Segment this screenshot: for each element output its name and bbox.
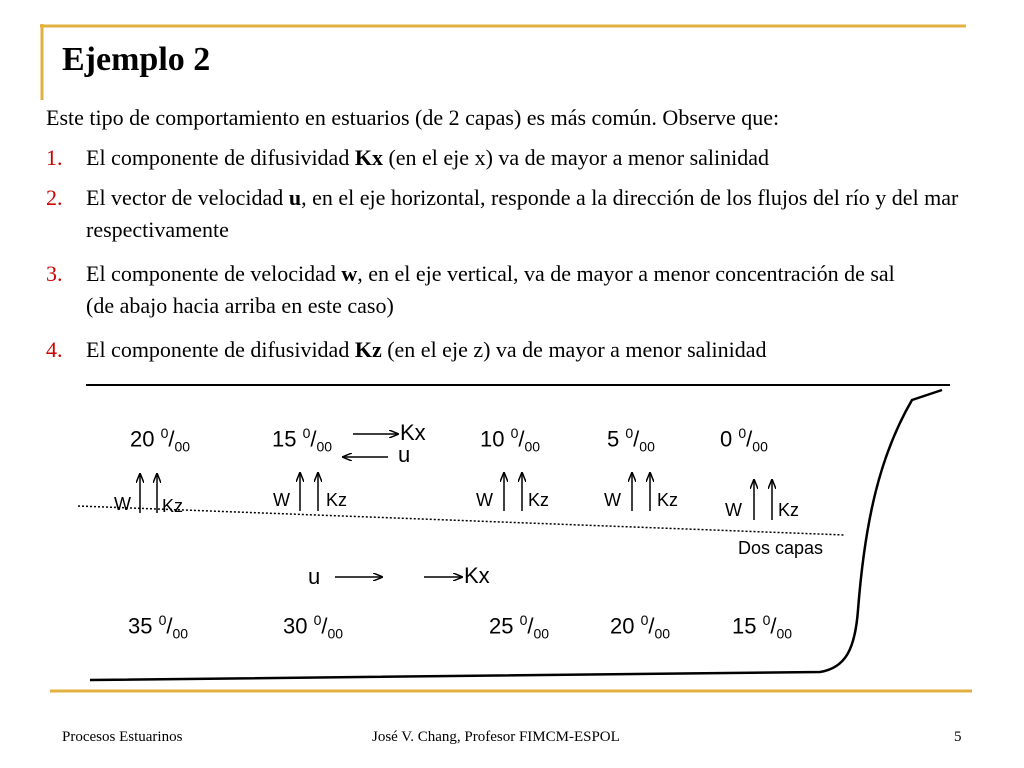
w-label: W [604, 490, 621, 510]
upper-salinity-label: 0 $^0/_{00}$ [720, 425, 768, 455]
kz-label: Kz [657, 490, 679, 510]
list-number: 1. [46, 145, 63, 170]
upper-kx-label: Kx [400, 420, 426, 445]
lower-salinity-label: 20 $^0/_{00}$ [610, 612, 671, 642]
upper-u-label: u [398, 442, 411, 467]
lower-salinity-label: 15 $^0/_{00}$ [732, 612, 793, 642]
upper-salinity-label: 5 $^0/_{00}$ [607, 425, 655, 455]
term-kz: Kz [354, 337, 382, 362]
upper-salinity-label: 20 $^0/_{00}$ [130, 425, 191, 455]
list-number: 2. [46, 185, 63, 210]
upper-salinity-label: 10 $^0/_{00}$ [480, 425, 541, 455]
list-number: 4. [46, 337, 63, 362]
kz-label: Kz [528, 490, 550, 510]
lower-u-label: u [308, 564, 321, 589]
list-item-4: 4. El componente de difusividad Kz (en el eje z) va de mayor a menor salinidad [46, 334, 1006, 366]
kz-label: Kz [326, 490, 348, 510]
list-item-3: 3. El componente de velocidad w, en el eje vertical, va de mayor a menor concentración de sal (de abajo hacia arriba en este caso) [46, 258, 1006, 322]
footer-course: Procesos Estuarinos [62, 729, 183, 745]
lower-salinity-label: 25 $^0/_{00}$ [489, 612, 550, 642]
term-w: w [341, 261, 358, 286]
upper-salinity-label: 15 $^0/_{00}$ [272, 425, 333, 455]
list-item-1: 1. El componente de difusividad Kx (en el eje x) va de mayor a menor salinidad [46, 142, 1006, 174]
lower-salinity-label: 30 $^0/_{00}$ [283, 612, 344, 642]
interface-label: Dos capas [738, 538, 824, 558]
lower-salinity-label: 35 $^0/_{00}$ [128, 612, 189, 642]
w-label: W [114, 494, 131, 514]
term-kx: Kx [354, 145, 383, 170]
w-label: W [476, 490, 493, 510]
w-label: W [725, 500, 742, 520]
intro-text: Este tipo de comportamiento en estuarios (de 2 capas) es más común. Observe que: [46, 105, 780, 130]
lower-kx-label: Kx [464, 563, 490, 588]
w-label: W [273, 490, 290, 510]
list-item-2: 2. El vector de velocidad u, en el eje horizontal, responde a la dirección de los flujos del río y del mar respectivamente [46, 182, 1006, 246]
footer-page-number: 5 [954, 729, 962, 745]
footer-author: José V. Chang, Profesor FIMCM-ESPOL [372, 729, 620, 745]
list-number: 3. [46, 261, 63, 286]
kz-label: Kz [778, 500, 800, 520]
term-u: u [288, 185, 302, 210]
slide-title: Ejemplo 2 [62, 41, 211, 78]
kz-label: Kz [162, 496, 184, 516]
